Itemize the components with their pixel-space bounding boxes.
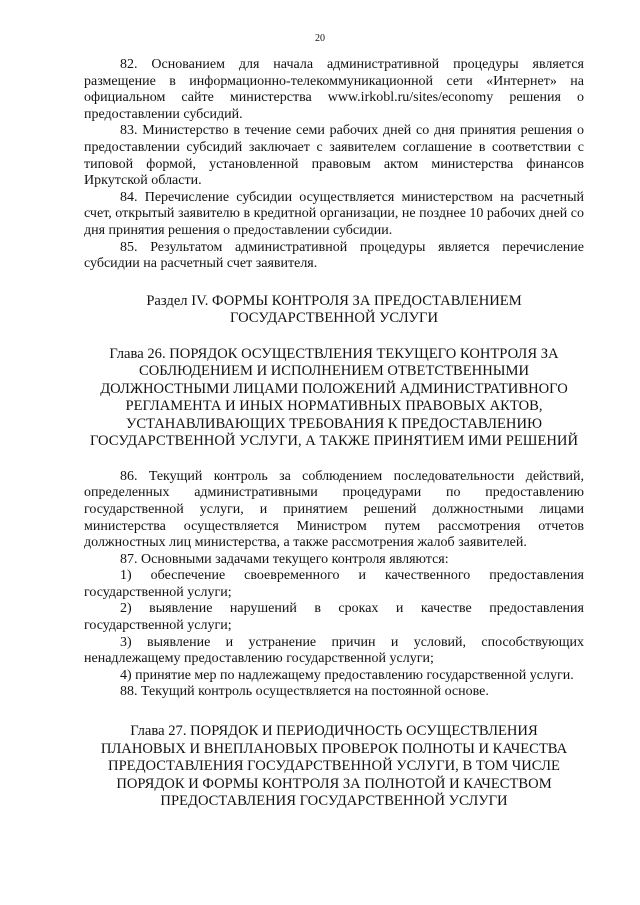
list-item-2: 2) выявление нарушений в сроках и качестве предоставления государственной услуги; [84, 601, 584, 634]
list-item-4: 4) принятие мер по надлежащему предоставлению государственной услуги. [120, 667, 574, 683]
paragraph-86: 86. Текущий контроль за соблюдением последовательности действий, определенных административными процедурами по предоставлению государственной услуги, и принятием решений должностными лицами министерства осуществляется Министром путем рассмотрения отчетов должностных лиц министерства, а также рассмотрения жалоб заявителей. [84, 468, 584, 551]
paragraph-85: 85. Результатом административной процедуры является перечисление субсидии на расчетный счет заявителя. [84, 239, 584, 272]
paragraph-82: 82. Основанием для начала административной процедуры является размещение в информационно-телекоммуникационной сети «Интернет» на официальном сайте министерства www.irkobl.ru/sites/economy решения о предоставлении субсидий. [84, 57, 584, 122]
paragraph-88: 88. Текущий контроль осуществляется на постоянной основе. [120, 684, 489, 700]
document-body [84, 57, 584, 811]
paragraph-84: 84. Перечисление субсидии осуществляется министерством на расчетный счет, открытый заявителю в кредитной организации, не позднее 10 рабочих дней со дня принятия решения о предоставлении субсидии. [84, 189, 584, 238]
chapter-26-heading: Глава 26. ПОРЯДОК ОСУЩЕСТВЛЕНИЯ ТЕКУЩЕГО КОНТРОЛЯ ЗА СОБЛЮДЕНИЕМ И ИСПОЛНЕНИЕМ ОТВЕТСТВЕННЫМИ ДОЛЖНОСТНЫМИ ЛИЦАМИ ПОЛОЖЕНИЙ АДМИНИСТРАТИВНОГО РЕГЛАМЕНТА И ИНЫХ НОРМАТИВНЫХ ПРАВОВЫХ АКТОВ, УСТАНАВЛИВАЮЩИХ ТРЕБОВАНИЯ К ПРЕДОСТАВЛЕНИЮ ГОСУДАРСТВЕННОЙ УСЛУГИ, А ТАКЖЕ ПРИНЯТИЕМ ИМИ РЕШЕНИЙ [89, 345, 579, 450]
chapter-27-heading: Глава 27. ПОРЯДОК И ПЕРИОДИЧНОСТЬ ОСУЩЕСТВЛЕНИЯ ПЛАНОВЫХ И ВНЕПЛАНОВЫХ ПРОВЕРОК ПОЛНОТЫ И КАЧЕСТВА ПРЕДОСТАВЛЕНИЯ ГОСУДАРСТВЕННОЙ УСЛУГИ, В ТОМ ЧИСЛЕ ПОРЯДОК И ФОРМЫ КОНТРОЛЯ ЗА ПОЛНОТОЙ И КАЧЕСТВОМ ПРЕДОСТАВЛЕНИЯ ГОСУДАРСТВЕННОЙ УСЛУГИ [100, 723, 568, 810]
paragraph-83: 83. Министерство в течение семи рабочих дней со дня принятия решения о предоставлении субсидий заключает с заявителем соглашение в соответствии с типовой формой, установленной правовым актом министерства финансов Иркутской области. [84, 123, 584, 189]
section-heading: Раздел IV. ФОРМЫ КОНТРОЛЯ ЗА ПРЕДОСТАВЛЕНИЕМ ГОСУДАРСТВЕННОЙ УСЛУГИ [146, 292, 522, 327]
page-number: 20 [315, 33, 325, 44]
paragraph-87: 87. Основными задачами текущего контроля являются: [120, 551, 449, 567]
list-item-1: 1) обеспечение своевременного и качественного предоставления государственной услуги; [84, 568, 584, 600]
list-item-3: 3) выявление и устранение причин и условий, способствующих ненадлежащему предоставлению государственной услуги; [84, 634, 584, 667]
